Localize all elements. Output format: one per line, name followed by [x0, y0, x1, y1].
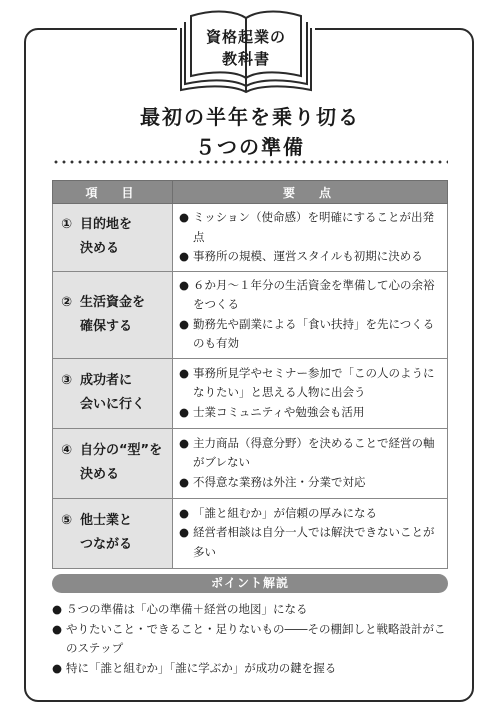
- row-item: [53, 204, 173, 272]
- header-item: 項 目: [53, 181, 173, 204]
- point-text: ミッション（使命感）を明確にすることが出発点: [193, 210, 435, 244]
- row-points: [173, 204, 448, 272]
- bullet-icon: ●: [179, 404, 190, 419]
- header-points: 要 点: [173, 181, 448, 204]
- list-item: [52, 620, 448, 659]
- bullet-icon: ●: [179, 365, 190, 380]
- bullet-icon: ●: [52, 621, 63, 636]
- list-item: [179, 247, 443, 267]
- point-text: 士業コミュニティや勉強会も活用: [193, 404, 365, 419]
- point-text: 主力商品（得意分野）を決めることで経営の軸がブレない: [193, 435, 435, 470]
- table-row: [53, 428, 448, 498]
- page-title: [0, 102, 500, 162]
- list-item: [179, 315, 443, 354]
- point-text: 勤務先や副業による「食い扶持」を先につくるのも有効: [193, 316, 435, 350]
- preparation-table: [52, 180, 448, 569]
- list-item: [179, 523, 443, 562]
- row-item-line1: 他士業と: [80, 513, 133, 528]
- bullet-icon: ●: [179, 474, 190, 489]
- point-text: 経営者相談は自分一人では解決できないことが多い: [193, 525, 435, 559]
- book-title-line1: 資格起業の: [205, 28, 286, 46]
- table-header-row: [53, 181, 448, 204]
- list-item: [52, 659, 448, 679]
- point-text: 事務所見学やセミナー参加で「この人のようになりたい」と思える人物に出会う: [193, 365, 435, 400]
- bullet-icon: ●: [179, 525, 190, 540]
- row-number: ⑤: [61, 513, 73, 528]
- point-text: やりたいこと・できること・足りないもの――その棚卸しと戦略設計がこのステップ: [66, 621, 446, 655]
- row-item-line1: 生活資金を: [80, 294, 146, 310]
- points-heading: ポイント解説: [52, 574, 448, 593]
- row-item-line1: 成功者に: [80, 373, 133, 388]
- bullet-icon: ●: [179, 277, 190, 292]
- row-item-line2: つながる: [80, 537, 133, 552]
- point-text: ５つの準備は「心の準備＋経営の地図」になる: [66, 602, 308, 616]
- row-item-line1: 自分の“型”を: [80, 443, 163, 458]
- row-number: ①: [61, 217, 73, 233]
- row-points: [173, 271, 448, 358]
- point-text: 特に「誰と組むか」「誰に学ぶか」が成功の鍵を握る: [66, 660, 337, 675]
- row-item-line2: 決める: [80, 467, 120, 482]
- row-number: ④: [61, 443, 73, 458]
- bullet-icon: ●: [179, 435, 190, 450]
- book-badge: [177, 6, 315, 98]
- bullet-icon: ●: [179, 249, 190, 263]
- row-points: [173, 358, 448, 428]
- points-list: [52, 600, 448, 678]
- point-text: ６か月〜１年分の生活資金を準備して心の余裕をつくる: [193, 277, 435, 311]
- row-number: ③: [61, 373, 73, 388]
- bullet-icon: ●: [179, 210, 190, 224]
- page-title-line2: ５つの準備: [195, 135, 305, 159]
- list-item: [179, 364, 443, 403]
- bullet-icon: ●: [179, 316, 190, 331]
- book-title-line2: 教科書: [221, 50, 270, 68]
- row-item: [53, 271, 173, 358]
- page-title-line1: 最初の半年を乗り切る: [140, 105, 360, 129]
- table-row: [53, 204, 448, 272]
- row-item: [53, 498, 173, 568]
- list-item: [179, 276, 443, 315]
- table-row: [53, 358, 448, 428]
- row-item-line2: 確保する: [80, 318, 133, 334]
- row-item-line2: 会いに行く: [80, 397, 146, 412]
- list-item: [179, 208, 443, 247]
- row-item-line1: 目的地を: [80, 217, 133, 233]
- row-item-line2: 決める: [80, 241, 120, 257]
- list-item: [179, 403, 443, 423]
- dotted-divider: [52, 160, 448, 164]
- point-text: 「誰と組むか」が信頼の厚みになる: [193, 505, 377, 520]
- bullet-icon: ●: [52, 602, 63, 616]
- row-item: [53, 428, 173, 498]
- row-points: [173, 498, 448, 568]
- book-title: [177, 26, 315, 70]
- row-number: ②: [61, 294, 73, 310]
- list-item: [179, 473, 443, 493]
- table-row: [53, 498, 448, 568]
- list-item: [179, 504, 443, 524]
- row-item: [53, 358, 173, 428]
- point-text: 不得意な業務は外注・分業で対応: [193, 474, 366, 489]
- row-points: [173, 428, 448, 498]
- list-item: [52, 600, 448, 620]
- list-item: [179, 434, 443, 473]
- bullet-icon: ●: [52, 660, 63, 675]
- point-text: 事務所の規模、運営スタイルも初期に決める: [193, 249, 423, 263]
- table-row: [53, 271, 448, 358]
- bullet-icon: ●: [179, 505, 190, 520]
